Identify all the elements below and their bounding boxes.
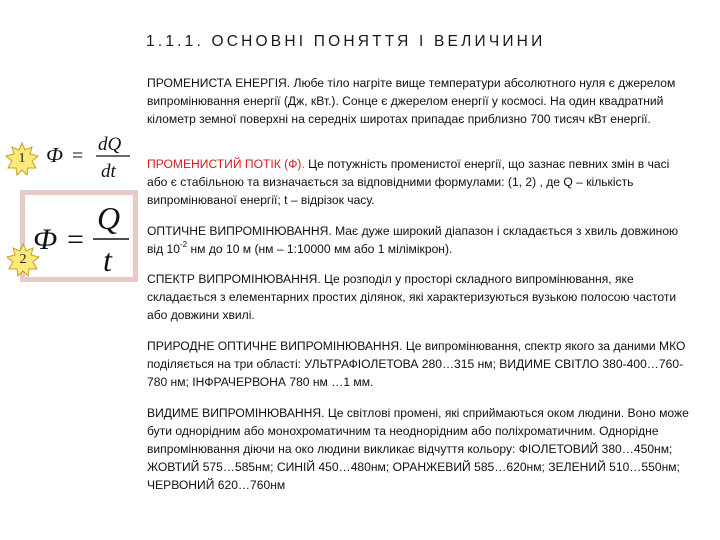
optical-radiation-text-end: нм до 10 м (нм – 1:10000 мм або 1 мілімікрон). [187,242,453,256]
paragraph-optical-radiation [147,222,692,258]
radiant-flux-definition: Це потужність променистої енергії, що зазнає певних змін в часі або є стабільною та визначається за відповідними формулами: (1, 2) , де Q – кількість випромінюваної енергії; t – відрізок часу. [147,157,670,207]
badge-number: 1 [18,151,26,166]
formula-flux-ratio [25,195,133,277]
formula-number-badge-1 [5,142,39,176]
formula-lhs: Ф [33,223,58,256]
formula-denominator: t [103,242,112,277]
badge-number: 2 [19,252,27,267]
formula-denominator: dt [101,161,116,182]
paragraph-radiant-energy: ПРОМЕНИСТА ЕНЕРГІЯ. Любе тіло нагріте вище температури абсолютного нуля є джерелом випромінювання енергії (Дж, кВт.). Сонце є джерелом енергії у космосі. На один квадратний кілометр земної поверхні на середніх широтах припадає приблизно 700 тисяч кВт енергії. [147,76,676,126]
paragraph-visible-radiation: ВИДИМЕ ВИПРОМІНЮВАННЯ. Це світлові промені, які сприймаються оком людини. Воно може бути однорідним або монохроматичним та неоднорідним або поліхроматичним. Однорідне випромінювання діючи на око людини викликає відчуття кольору: ФІОЛЕТОВИЙ 380…450нм; ЖОВТИЙ 575…585нм; СИНІЙ 450…480нм; ОРАНЖЕВИЙ 585…620нм; ЗЕЛЕНИЙ 510…550нм; ЧЕРВОНИЙ 620…760нм [147,406,689,492]
paragraph-radiation-spectrum: СПЕКТР ВИПРОМІНЮВАННЯ. Це розподіл у просторі складного випромінювання, яке складається з елементарних простих ділянок, які характеризуються вузькою полосою частоти або довжини хвилі. [147,272,677,322]
paragraph-natural-optical-radiation: ПРИРОДНЕ ОПТИЧНЕ ВИПРОМІНЮВАННЯ. Це випромінювання, спектр якого за даними МКО поділяється на три області: УЛЬТРАФІОЛЕТОВА 280…315 нм; ВИДИМЕ СВІТЛО 380-400…760-780 нм; ІНФРАЧЕРВОНА 780 нм …1 мм. [147,339,686,389]
formula-number-badge-2 [6,243,40,277]
paragraph-radiant-flux [147,155,692,209]
formula-flux-derivative [42,128,136,184]
optical-radiation-text: ОПТИЧНЕ ВИПРОМІНЮВАННЯ. Має дуже широкий діапазон і складається з хвиль довжиною від 10 [147,224,679,256]
radiant-flux-term: ПРОМЕНИСТИЙ ПОТІК (Ф). [147,157,305,171]
formula-numerator: Q [97,200,121,236]
formula-equals: = [67,223,84,256]
formula-equals: = [72,145,84,167]
exponent: -2 [179,239,188,249]
formula-lhs: Ф [46,143,63,167]
formula-numerator: dQ [98,134,122,155]
page-title: 1.1.1. ОСНОВНІ ПОНЯТТЯ І ВЕЛИЧИНИ [146,33,546,50]
